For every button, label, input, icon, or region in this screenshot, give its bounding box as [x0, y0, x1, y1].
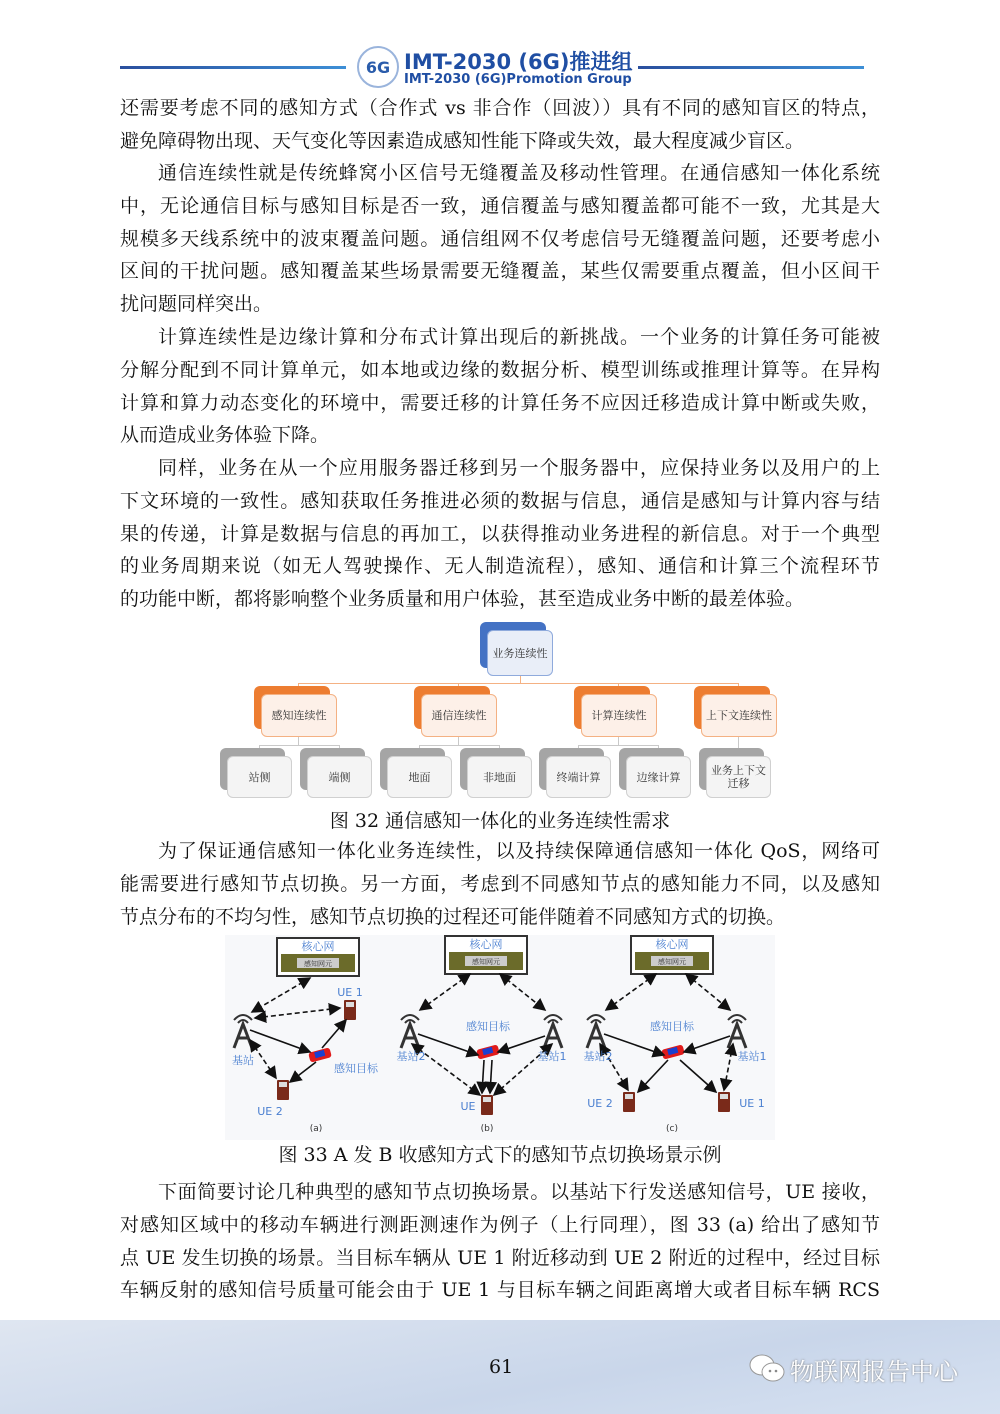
leaf-node: 业务上下文迁移 — [706, 756, 771, 798]
diagram-label: 基站1 — [737, 1050, 767, 1063]
diagram-label: 基站1 — [537, 1050, 567, 1063]
diagram-label: 感知目标 — [650, 1020, 694, 1033]
diagram-label: (c) — [666, 1124, 678, 1134]
ue-screen — [483, 1097, 491, 1102]
ue-screen — [346, 1002, 354, 1007]
page-number: 61 — [489, 1356, 514, 1378]
diagram-label: (b) — [480, 1124, 494, 1134]
diagram-label: UE 1 — [337, 986, 363, 999]
text-line: 区间的干扰问题。感知覆盖某些场景需要无缝覆盖，某些仅需要重点覆盖，但小区间干 — [120, 260, 880, 283]
diagram-label: UE 2 — [587, 1097, 613, 1110]
text-line: 计算和算力动态变化的环境中，需要迁移的计算任务不应因迁移造成计算中断或失败， — [120, 391, 880, 414]
diagram-label: UE 1 — [739, 1097, 765, 1110]
text-line: 为了保证通信感知一体化业务连续性，以及持续保障通信感知一体化 QoS，网络可 — [158, 840, 880, 862]
text-line: 从而造成业务体验下降。 — [120, 424, 330, 447]
text-line: 下面简要讨论几种典型的感知节点切换场景。以基站下行发送感知信号，UE 接收， — [158, 1181, 880, 1203]
category-node: 感知连续性 — [261, 694, 337, 737]
core-network-label: 核心网 — [655, 938, 689, 951]
text-line: 能需要进行感知节点切换。另一方面，考虑到不同感知节点的感知能力不同，以及感知 — [120, 872, 880, 895]
text-line: 车辆反射的感知信号质量可能会由于 UE 1 与目标车辆之间距离增大或者目标车辆 RCS — [120, 1279, 880, 1302]
text-line: 节点分布的不均匀性，感知节点切换的过程还可能伴随着不同感知方式的切换。 — [120, 905, 786, 928]
text-line: 避免障碍物出现、天气变化等因素造成感知性能下降或失效，最大程度减少盲区。 — [120, 129, 805, 152]
diagram-label: UE 2 — [257, 1105, 283, 1118]
text-line: 中，无论通信目标与感知目标是否一致，通信覆盖与感知覆盖都可能不一致，尤其是大 — [120, 194, 880, 217]
text-line: 同样，业务在从一个应用服务器迁移到另一个服务器中，应保持业务以及用户的上 — [158, 457, 880, 479]
text-line: 对感知区域中的移动车辆进行测距测速作为例子（上行同理），图 33 (a) 给出了感知节 — [120, 1213, 880, 1236]
diagram-label: 感知目标 — [466, 1020, 510, 1033]
ue-screen — [279, 1082, 287, 1087]
header-title: IMT-2030 (6G)推进组 — [404, 50, 633, 74]
core-network-label: 核心网 — [469, 938, 503, 951]
diagram-label: UE — [460, 1100, 476, 1113]
diagram-label: (a) — [309, 1124, 323, 1134]
ue-screen — [720, 1094, 728, 1099]
text-line: 计算连续性是边缘计算和分布式计算出现后的新挑战。一个业务的计算任务可能被 — [158, 326, 880, 348]
leaf-node: 站侧 — [227, 756, 292, 798]
text-line: 点 UE 发生切换的场景。当目标车辆从 UE 1 附近移动到 UE 2 附近的过程中，经过目标 — [120, 1246, 880, 1269]
leaf-node: 端侧 — [307, 756, 372, 798]
text-line: 分解分配到不同计算单元，如本地或边缘的数据分析、模型训练或推理计算等。在异构 — [120, 358, 880, 381]
leaf-node: 终端计算 — [546, 756, 611, 798]
sensing-element-label: 感知网元 — [472, 958, 500, 966]
diagram-label: 基站2 — [583, 1050, 613, 1063]
figure-32-caption: 图 32 通信感知一体化的业务连续性需求 — [329, 810, 671, 832]
text-line: 还需要考虑不同的感知方式（合作式 vs 非合作（回波））具有不同的感知盲区的特点， — [120, 97, 880, 119]
core-network-label: 核心网 — [301, 940, 335, 953]
wechat-icon — [748, 1352, 786, 1384]
leaf-node: 非地面 — [467, 756, 532, 798]
figure-33-caption: 图 33 A 发 B 收感知方式下的感知节点切换场景示例 — [278, 1144, 722, 1166]
category-node: 计算连续性 — [581, 694, 657, 737]
watermark-text: 物联网报告中心 — [790, 1358, 958, 1386]
sensing-element-label: 感知网元 — [658, 958, 686, 966]
category-node: 上下文连续性 — [701, 694, 777, 737]
text-line: 下文环境的一致性。感知获取任务推进必须的数据与信息，通信是感知与计算内容与结 — [120, 489, 880, 512]
text-line: 扰问题同样突出。 — [120, 293, 273, 316]
root-node: 业务连续性 — [487, 630, 553, 676]
text-line: 的业务周期来说（如无人驾驶操作、无人制造流程），感知、通信和计算三个流程环节 — [120, 555, 880, 578]
leaf-node: 边缘计算 — [626, 756, 691, 798]
category-node: 通信连续性 — [421, 694, 497, 737]
imt2030-logo: 6G — [357, 46, 399, 88]
diagram-label: 感知目标 — [334, 1062, 378, 1075]
text-line: 的功能中断，都将影响整个业务质量和用户体验，甚至造成业务中断的最差体验。 — [120, 588, 805, 611]
header-subtitle: IMT-2030 (6G)Promotion Group — [404, 72, 632, 87]
text-line: 规模多天线系统中的波束覆盖问题。通信组网不仅考虑信号无缝覆盖问题，还要考虑小 — [120, 227, 880, 250]
text-line: 通信连续性就是传统蜂窝小区信号无缝覆盖及移动性管理。在通信感知一体化系统 — [158, 162, 880, 184]
diagram-label: 基站2 — [396, 1050, 426, 1063]
sensing-element-label: 感知网元 — [304, 960, 332, 968]
diagram-label: 基站 — [232, 1054, 254, 1067]
ue-screen — [625, 1094, 633, 1099]
leaf-node: 地面 — [387, 756, 452, 798]
text-line: 果的传递，计算是数据与信息的再加工，以获得推动业务进程的新信息。对于一个典型 — [120, 522, 880, 545]
